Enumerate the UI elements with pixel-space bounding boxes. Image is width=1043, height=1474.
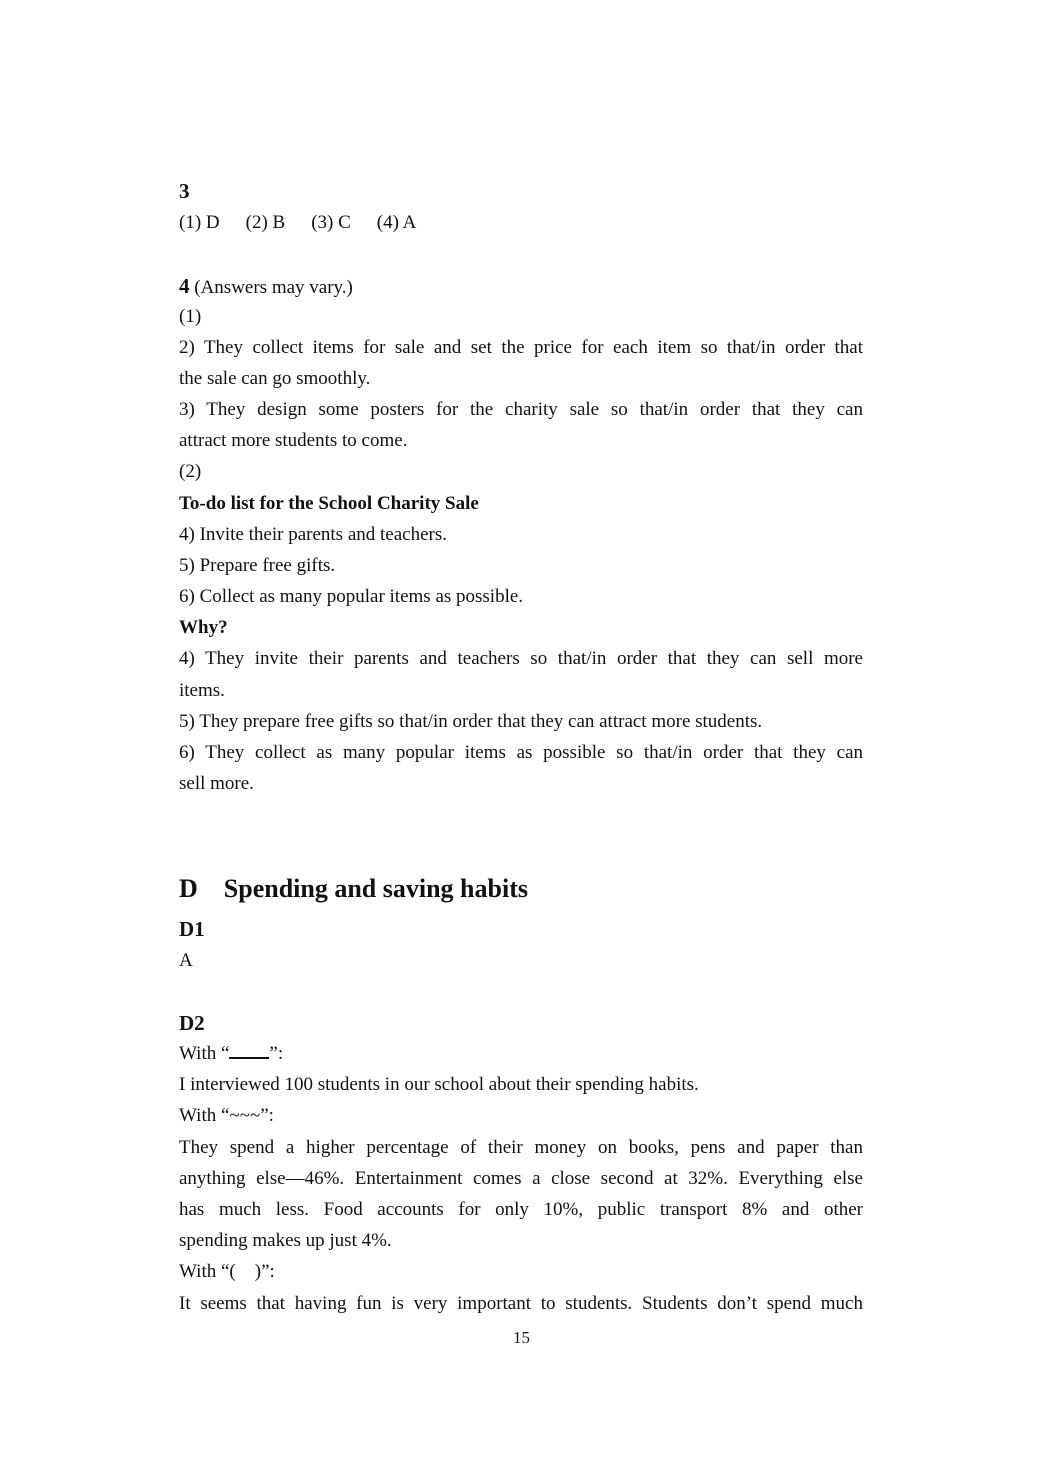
question-4-note: (Answers may vary.) bbox=[189, 277, 353, 298]
why-line: 4) They invite their parents and teachers so that/in order that they can sell more bbox=[179, 648, 863, 669]
answer-line: attract more students to come. bbox=[179, 430, 408, 451]
answer-line: the sale can go smoothly. bbox=[179, 368, 371, 389]
question-4-heading bbox=[179, 274, 863, 300]
with-wave-line: With “~~~”: bbox=[179, 1105, 274, 1126]
why-heading: Why? bbox=[179, 617, 228, 638]
with-underline-prefix: With “ bbox=[179, 1043, 230, 1064]
answer-line: 2) They collect items for sale and set the price for each item so that/in order that bbox=[179, 337, 863, 358]
why-line: 5) They prepare free gifts so that/in order that they can attract more students. bbox=[179, 711, 763, 732]
why-line: 6) They collect as many popular items as possible so that/in order that they can bbox=[179, 742, 863, 763]
page-number: 15 bbox=[513, 1328, 530, 1347]
todo-item: 5) Prepare free gifts. bbox=[179, 555, 336, 576]
part-2-label: (2) bbox=[179, 461, 202, 482]
question-4-number: 4 bbox=[179, 274, 190, 298]
paragraph-line: anything else—46%. Entertainment comes a close second at 32%. Everything else bbox=[179, 1168, 863, 1189]
answer-item: (4) A bbox=[376, 212, 417, 233]
with-paren-line: With “( )”: bbox=[179, 1261, 275, 1282]
todo-item: 4) Invite their parents and teachers. bbox=[179, 524, 447, 545]
underline-blank bbox=[229, 1043, 269, 1059]
why-line: items. bbox=[179, 680, 225, 701]
question-3-number: 3 bbox=[179, 179, 190, 203]
d2-label: D2 bbox=[179, 1011, 205, 1035]
paragraph-line: has much less. Food accounts for only 10%, public transport 8% and other bbox=[179, 1199, 863, 1220]
paragraph-line: They spend a higher percentage of their money on books, pens and paper than bbox=[179, 1137, 863, 1158]
last-line: It seems that having fun is very important to students. Students don’t spend much bbox=[179, 1293, 863, 1314]
with-underline-line bbox=[179, 1042, 863, 1066]
answer-item: (1) D bbox=[179, 212, 220, 233]
part-1-label: (1) bbox=[179, 306, 202, 327]
section-d-title: D Spending and saving habits bbox=[179, 874, 528, 903]
answer-item: (2) B bbox=[245, 212, 286, 233]
paragraph-line: spending makes up just 4%. bbox=[179, 1230, 392, 1251]
answer-line: 3) They design some posters for the charity sale so that/in order that they can bbox=[179, 399, 863, 420]
with-underline-suffix: ”: bbox=[269, 1043, 284, 1064]
todo-heading: To-do list for the School Charity Sale bbox=[179, 493, 479, 514]
why-line: sell more. bbox=[179, 773, 254, 794]
d1-label: D1 bbox=[179, 917, 205, 941]
d1-answer: A bbox=[179, 950, 193, 971]
answer-item: (3) C bbox=[311, 212, 351, 233]
todo-item: 6) Collect as many popular items as possible. bbox=[179, 586, 524, 607]
question-3-answers bbox=[179, 211, 863, 235]
interview-line: I interviewed 100 students in our school about their spending habits. bbox=[179, 1074, 699, 1095]
